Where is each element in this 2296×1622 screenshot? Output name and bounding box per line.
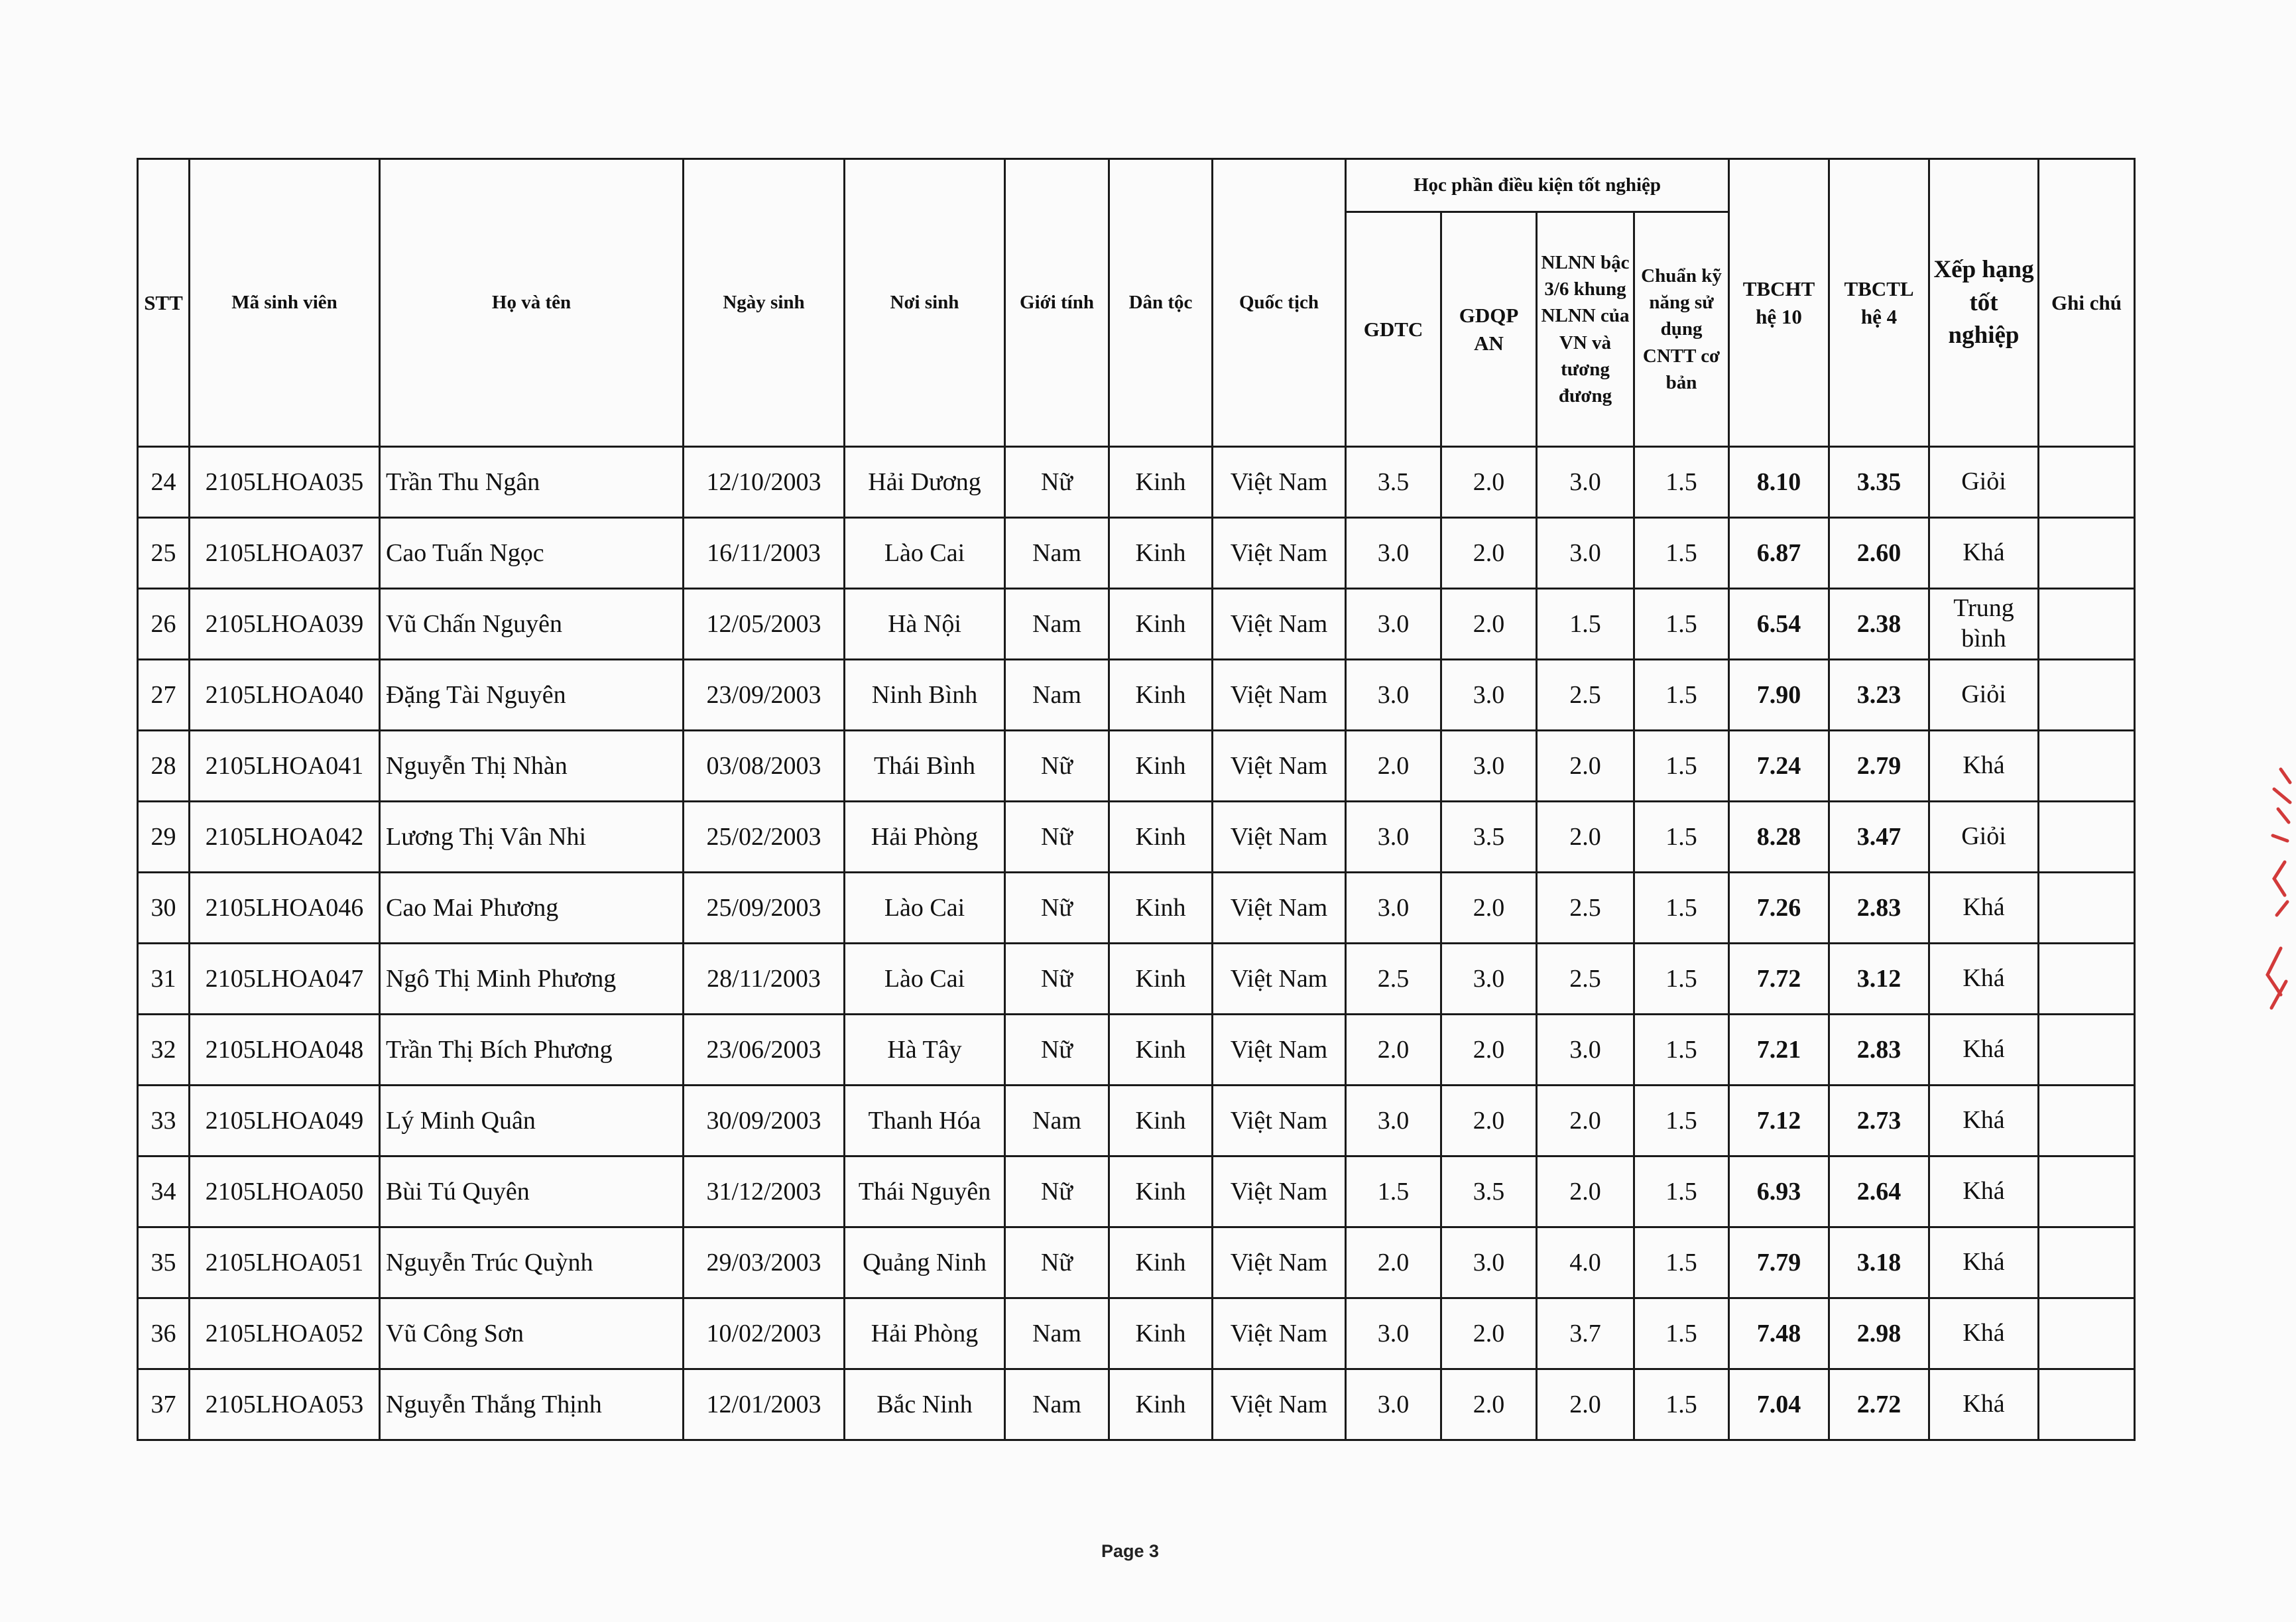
cell-rank: Khá [1929, 873, 2039, 944]
cell-full-name: Trần Thị Bích Phương [380, 1015, 684, 1086]
cell-full-name: Nguyễn Trúc Quỳnh [380, 1227, 684, 1298]
table-row [138, 660, 2135, 731]
cell-tbcht: 7.21 [1729, 1015, 1829, 1086]
cell-stt: 29 [138, 802, 190, 873]
cell-note [2039, 518, 2135, 589]
header-tbcht: TBCHT hệ 10 [1729, 159, 1829, 447]
cell-cntt: 1.5 [1634, 1298, 1729, 1369]
cell-gdtc: 3.0 [1346, 1298, 1441, 1369]
header-nationality: Quốc tịch [1213, 159, 1346, 447]
table-row [138, 873, 2135, 944]
table-row [138, 518, 2135, 589]
cell-stt: 35 [138, 1227, 190, 1298]
cell-cntt: 1.5 [1634, 1086, 1729, 1156]
cell-tbcht: 7.72 [1729, 944, 1829, 1015]
cell-stt: 24 [138, 447, 190, 518]
cell-rank: Giỏi [1929, 660, 2039, 731]
cell-ethnicity: Kinh [1109, 731, 1213, 802]
cell-gdtc: 1.5 [1346, 1156, 1441, 1227]
cell-tbctl: 2.60 [1829, 518, 1929, 589]
cell-tbcht: 7.12 [1729, 1086, 1829, 1156]
cell-ethnicity: Kinh [1109, 518, 1213, 589]
cell-gdtc: 3.0 [1346, 1369, 1441, 1440]
cell-nationality: Việt Nam [1213, 802, 1346, 873]
cell-birth-date: 31/12/2003 [684, 1156, 845, 1227]
cell-note [2039, 1227, 2135, 1298]
cell-cntt: 1.5 [1634, 944, 1729, 1015]
cell-cntt: 1.5 [1634, 518, 1729, 589]
cell-gdtc: 2.0 [1346, 1015, 1441, 1086]
header-gdtc: GDTC [1346, 212, 1441, 447]
cell-gender: Nam [1005, 1369, 1109, 1440]
cell-tbctl: 2.83 [1829, 1015, 1929, 1086]
cell-gdtc: 2.0 [1346, 1227, 1441, 1298]
cell-tbcht: 7.26 [1729, 873, 1829, 944]
cell-tbcht: 7.04 [1729, 1369, 1829, 1440]
cell-nlnn: 4.0 [1537, 1227, 1634, 1298]
cell-full-name: Vũ Chấn Nguyên [380, 589, 684, 660]
header-full-name: Họ và tên [380, 159, 684, 447]
cell-gdtc: 3.0 [1346, 802, 1441, 873]
cell-nlnn: 2.5 [1537, 944, 1634, 1015]
cell-full-name: Đặng Tài Nguyên [380, 660, 684, 731]
cell-birth-place: Thanh Hóa [845, 1086, 1005, 1156]
cell-student-id: 2105LHOA040 [190, 660, 380, 731]
cell-gdqp: 3.0 [1441, 660, 1537, 731]
cell-full-name: Bùi Tú Quyên [380, 1156, 684, 1227]
cell-birth-place: Hải Phòng [845, 1298, 1005, 1369]
cell-nlnn: 3.0 [1537, 1015, 1634, 1086]
cell-full-name: Lý Minh Quân [380, 1086, 684, 1156]
cell-ethnicity: Kinh [1109, 802, 1213, 873]
header-nlnn: NLNN bậc 3/6 khung NLNN của VN và tương đương [1537, 212, 1634, 447]
table-row [138, 944, 2135, 1015]
cell-student-id: 2105LHOA047 [190, 944, 380, 1015]
cell-gender: Nam [1005, 1298, 1109, 1369]
header-gdqp: GDQP AN [1441, 212, 1537, 447]
graduation-table [137, 158, 2136, 1441]
cell-full-name: Ngô Thị Minh Phương [380, 944, 684, 1015]
cell-birth-place: Quảng Ninh [845, 1227, 1005, 1298]
cell-gdtc: 3.0 [1346, 589, 1441, 660]
cell-note [2039, 802, 2135, 873]
cell-gdtc: 3.0 [1346, 518, 1441, 589]
cell-nlnn: 2.0 [1537, 1369, 1634, 1440]
cell-note [2039, 589, 2135, 660]
cell-birth-place: Hải Dương [845, 447, 1005, 518]
cell-student-id: 2105LHOA035 [190, 447, 380, 518]
cell-note [2039, 1156, 2135, 1227]
table-row [138, 1086, 2135, 1156]
cell-tbctl: 3.35 [1829, 447, 1929, 518]
cell-cntt: 1.5 [1634, 873, 1729, 944]
cell-full-name: Vũ Công Sơn [380, 1298, 684, 1369]
cell-student-id: 2105LHOA046 [190, 873, 380, 944]
cell-note [2039, 1369, 2135, 1440]
table-row [138, 802, 2135, 873]
cell-cntt: 1.5 [1634, 660, 1729, 731]
cell-cntt: 1.5 [1634, 447, 1729, 518]
stamp-stroke [2274, 862, 2287, 915]
cell-nlnn: 2.0 [1537, 731, 1634, 802]
cell-birth-date: 10/02/2003 [684, 1298, 845, 1369]
cell-ethnicity: Kinh [1109, 1015, 1213, 1086]
cell-birth-place: Bắc Ninh [845, 1369, 1005, 1440]
cell-cntt: 1.5 [1634, 802, 1729, 873]
cell-gdqp: 3.0 [1441, 731, 1537, 802]
cell-nationality: Việt Nam [1213, 589, 1346, 660]
cell-gender: Nam [1005, 660, 1109, 731]
cell-gender: Nữ [1005, 447, 1109, 518]
cell-nationality: Việt Nam [1213, 1227, 1346, 1298]
cell-ethnicity: Kinh [1109, 1369, 1213, 1440]
cell-tbcht: 7.79 [1729, 1227, 1829, 1298]
cell-tbcht: 7.24 [1729, 731, 1829, 802]
table-row [138, 731, 2135, 802]
header-cntt: Chuẩn kỹ năng sử dụng CNTT cơ bản [1634, 212, 1729, 447]
cell-gdqp: 2.0 [1441, 1298, 1537, 1369]
cell-birth-place: Hà Tây [845, 1015, 1005, 1086]
cell-stt: 34 [138, 1156, 190, 1227]
cell-gdqp: 3.5 [1441, 802, 1537, 873]
cell-stt: 37 [138, 1369, 190, 1440]
cell-birth-place: Lào Cai [845, 873, 1005, 944]
cell-birth-date: 23/09/2003 [684, 660, 845, 731]
cell-birth-date: 12/01/2003 [684, 1369, 845, 1440]
cell-rank: Khá [1929, 944, 2039, 1015]
cell-tbctl: 2.98 [1829, 1298, 1929, 1369]
header-gender: Giới tính [1005, 159, 1109, 447]
cell-full-name: Lương Thị Vân Nhi [380, 802, 684, 873]
cell-cntt: 1.5 [1634, 1227, 1729, 1298]
cell-birth-place: Hà Nội [845, 589, 1005, 660]
cell-rank: Khá [1929, 1369, 2039, 1440]
cell-rank: Khá [1929, 1227, 2039, 1298]
cell-gender: Nam [1005, 518, 1109, 589]
cell-ethnicity: Kinh [1109, 1227, 1213, 1298]
cell-birth-place: Ninh Bình [845, 660, 1005, 731]
cell-tbcht: 8.28 [1729, 802, 1829, 873]
table-row [138, 589, 2135, 660]
cell-nationality: Việt Nam [1213, 731, 1346, 802]
cell-tbctl: 2.38 [1829, 589, 1929, 660]
cell-note [2039, 1015, 2135, 1086]
cell-student-id: 2105LHOA041 [190, 731, 380, 802]
cell-tbcht: 6.87 [1729, 518, 1829, 589]
cell-note [2039, 944, 2135, 1015]
cell-student-id: 2105LHOA051 [190, 1227, 380, 1298]
cell-nlnn: 2.0 [1537, 1086, 1634, 1156]
cell-rank: Khá [1929, 731, 2039, 802]
cell-gdtc: 3.5 [1346, 447, 1441, 518]
cell-nationality: Việt Nam [1213, 447, 1346, 518]
cell-gdqp: 2.0 [1441, 518, 1537, 589]
cell-full-name: Nguyễn Thị Nhàn [380, 731, 684, 802]
cell-gdqp: 3.0 [1441, 944, 1537, 1015]
cell-gender: Nữ [1005, 944, 1109, 1015]
cell-tbcht: 8.10 [1729, 447, 1829, 518]
cell-full-name: Cao Tuấn Ngọc [380, 518, 684, 589]
cell-rank: Giỏi [1929, 447, 2039, 518]
cell-note [2039, 1086, 2135, 1156]
cell-stt: 26 [138, 589, 190, 660]
cell-gdqp: 2.0 [1441, 447, 1537, 518]
cell-nationality: Việt Nam [1213, 873, 1346, 944]
cell-tbctl: 2.79 [1829, 731, 1929, 802]
cell-rank: Khá [1929, 518, 2039, 589]
header-stt: STT [138, 159, 190, 447]
cell-stt: 27 [138, 660, 190, 731]
cell-stt: 30 [138, 873, 190, 944]
cell-gdtc: 3.0 [1346, 660, 1441, 731]
cell-tbctl: 2.72 [1829, 1369, 1929, 1440]
header-birth-place: Nơi sinh [845, 159, 1005, 447]
cell-gdqp: 2.0 [1441, 1086, 1537, 1156]
cell-nationality: Việt Nam [1213, 1156, 1346, 1227]
header-birth-date: Ngày sinh [684, 159, 845, 447]
cell-full-name: Cao Mai Phương [380, 873, 684, 944]
cell-gender: Nam [1005, 589, 1109, 660]
cell-birth-date: 16/11/2003 [684, 518, 845, 589]
cell-gdtc: 2.5 [1346, 944, 1441, 1015]
cell-stt: 31 [138, 944, 190, 1015]
cell-gender: Nữ [1005, 802, 1109, 873]
table-row [138, 1156, 2135, 1227]
cell-tbcht: 6.54 [1729, 589, 1829, 660]
cell-birth-place: Thái Bình [845, 731, 1005, 802]
cell-nlnn: 3.7 [1537, 1298, 1634, 1369]
cell-full-name: Trần Thu Ngân [380, 447, 684, 518]
cell-nationality: Việt Nam [1213, 1086, 1346, 1156]
cell-tbctl: 3.12 [1829, 944, 1929, 1015]
cell-birth-place: Thái Nguyên [845, 1156, 1005, 1227]
cell-ethnicity: Kinh [1109, 660, 1213, 731]
cell-student-id: 2105LHOA049 [190, 1086, 380, 1156]
cell-full-name: Nguyễn Thắng Thịnh [380, 1369, 684, 1440]
cell-birth-date: 12/05/2003 [684, 589, 845, 660]
cell-tbctl: 2.83 [1829, 873, 1929, 944]
cell-gender: Nữ [1005, 1156, 1109, 1227]
cell-ethnicity: Kinh [1109, 1156, 1213, 1227]
cell-stt: 25 [138, 518, 190, 589]
cell-gdtc: 3.0 [1346, 1086, 1441, 1156]
cell-stt: 28 [138, 731, 190, 802]
cell-nationality: Việt Nam [1213, 1369, 1346, 1440]
cell-student-id: 2105LHOA048 [190, 1015, 380, 1086]
cell-birth-date: 12/10/2003 [684, 447, 845, 518]
cell-note [2039, 447, 2135, 518]
cell-tbctl: 3.18 [1829, 1227, 1929, 1298]
table-row [138, 1227, 2135, 1298]
cell-gender: Nữ [1005, 873, 1109, 944]
cell-birth-date: 25/09/2003 [684, 873, 845, 944]
cell-nationality: Việt Nam [1213, 1298, 1346, 1369]
cell-gdqp: 2.0 [1441, 589, 1537, 660]
cell-stt: 36 [138, 1298, 190, 1369]
cell-gender: Nữ [1005, 1227, 1109, 1298]
cell-ethnicity: Kinh [1109, 873, 1213, 944]
cell-ethnicity: Kinh [1109, 447, 1213, 518]
cell-gdqp: 2.0 [1441, 1369, 1537, 1440]
header-student-id: Mã sinh viên [190, 159, 380, 447]
cell-nlnn: 3.0 [1537, 518, 1634, 589]
page-number: Page 3 [1101, 1541, 1160, 1561]
cell-cntt: 1.5 [1634, 731, 1729, 802]
cell-cntt: 1.5 [1634, 589, 1729, 660]
cell-student-id: 2105LHOA050 [190, 1156, 380, 1227]
cell-student-id: 2105LHOA053 [190, 1369, 380, 1440]
cell-gdtc: 2.0 [1346, 731, 1441, 802]
cell-nationality: Việt Nam [1213, 660, 1346, 731]
cell-stt: 33 [138, 1086, 190, 1156]
table-row [138, 1015, 2135, 1086]
cell-rank: Khá [1929, 1156, 2039, 1227]
cell-cntt: 1.5 [1634, 1156, 1729, 1227]
cell-ethnicity: Kinh [1109, 1086, 1213, 1156]
cell-rank: Khá [1929, 1298, 2039, 1369]
cell-cntt: 1.5 [1634, 1369, 1729, 1440]
cell-gdqp: 3.5 [1441, 1156, 1537, 1227]
cell-nlnn: 2.0 [1537, 1156, 1634, 1227]
red-stamp-fragment [2261, 763, 2293, 1015]
cell-tbctl: 2.73 [1829, 1086, 1929, 1156]
cell-tbcht: 6.93 [1729, 1156, 1829, 1227]
table-row [138, 1369, 2135, 1440]
cell-student-id: 2105LHOA042 [190, 802, 380, 873]
cell-birth-date: 30/09/2003 [684, 1086, 845, 1156]
cell-birth-place: Lào Cai [845, 944, 1005, 1015]
cell-gender: Nữ [1005, 1015, 1109, 1086]
cell-note [2039, 873, 2135, 944]
cell-nlnn: 3.0 [1537, 447, 1634, 518]
table-row [138, 447, 2135, 518]
cell-gender: Nữ [1005, 731, 1109, 802]
cell-stt: 32 [138, 1015, 190, 1086]
cell-rank: Trung bình [1929, 589, 2039, 660]
cell-birth-date: 03/08/2003 [684, 731, 845, 802]
stamp-stroke [2273, 769, 2290, 841]
cell-rank: Giỏi [1929, 802, 2039, 873]
cell-gdqp: 2.0 [1441, 873, 1537, 944]
cell-student-id: 2105LHOA052 [190, 1298, 380, 1369]
cell-rank: Khá [1929, 1015, 2039, 1086]
cell-tbctl: 3.23 [1829, 660, 1929, 731]
header-graduation-courses: Học phần điều kiện tốt nghiệp [1346, 159, 1729, 212]
cell-student-id: 2105LHOA039 [190, 589, 380, 660]
cell-tbctl: 2.64 [1829, 1156, 1929, 1227]
header-note: Ghi chú [2039, 159, 2135, 447]
cell-tbcht: 7.90 [1729, 660, 1829, 731]
table-body [138, 447, 2135, 1440]
cell-tbcht: 7.48 [1729, 1298, 1829, 1369]
cell-nlnn: 1.5 [1537, 589, 1634, 660]
cell-student-id: 2105LHOA037 [190, 518, 380, 589]
cell-ethnicity: Kinh [1109, 944, 1213, 1015]
cell-note [2039, 660, 2135, 731]
cell-birth-date: 25/02/2003 [684, 802, 845, 873]
cell-birth-place: Hải Phòng [845, 802, 1005, 873]
cell-note [2039, 1298, 2135, 1369]
header-tbctl: TBCTL hệ 4 [1829, 159, 1929, 447]
table-row [138, 1298, 2135, 1369]
cell-birth-place: Lào Cai [845, 518, 1005, 589]
cell-rank: Khá [1929, 1086, 2039, 1156]
cell-cntt: 1.5 [1634, 1015, 1729, 1086]
cell-note [2039, 731, 2135, 802]
cell-nlnn: 2.5 [1537, 660, 1634, 731]
cell-ethnicity: Kinh [1109, 1298, 1213, 1369]
cell-nlnn: 2.0 [1537, 802, 1634, 873]
cell-birth-date: 29/03/2003 [684, 1227, 845, 1298]
cell-gdtc: 3.0 [1346, 873, 1441, 944]
cell-birth-date: 28/11/2003 [684, 944, 845, 1015]
cell-birth-date: 23/06/2003 [684, 1015, 845, 1086]
cell-nationality: Việt Nam [1213, 944, 1346, 1015]
cell-gdqp: 3.0 [1441, 1227, 1537, 1298]
cell-nationality: Việt Nam [1213, 1015, 1346, 1086]
stamp-stroke [2267, 948, 2286, 1008]
cell-nlnn: 2.5 [1537, 873, 1634, 944]
cell-gender: Nam [1005, 1086, 1109, 1156]
cell-tbctl: 3.47 [1829, 802, 1929, 873]
header-rank: Xếp hạng tốt nghiệp [1929, 159, 2039, 447]
cell-ethnicity: Kinh [1109, 589, 1213, 660]
table-header [138, 159, 2135, 447]
cell-nationality: Việt Nam [1213, 518, 1346, 589]
header-ethnicity: Dân tộc [1109, 159, 1213, 447]
cell-gdqp: 2.0 [1441, 1015, 1537, 1086]
